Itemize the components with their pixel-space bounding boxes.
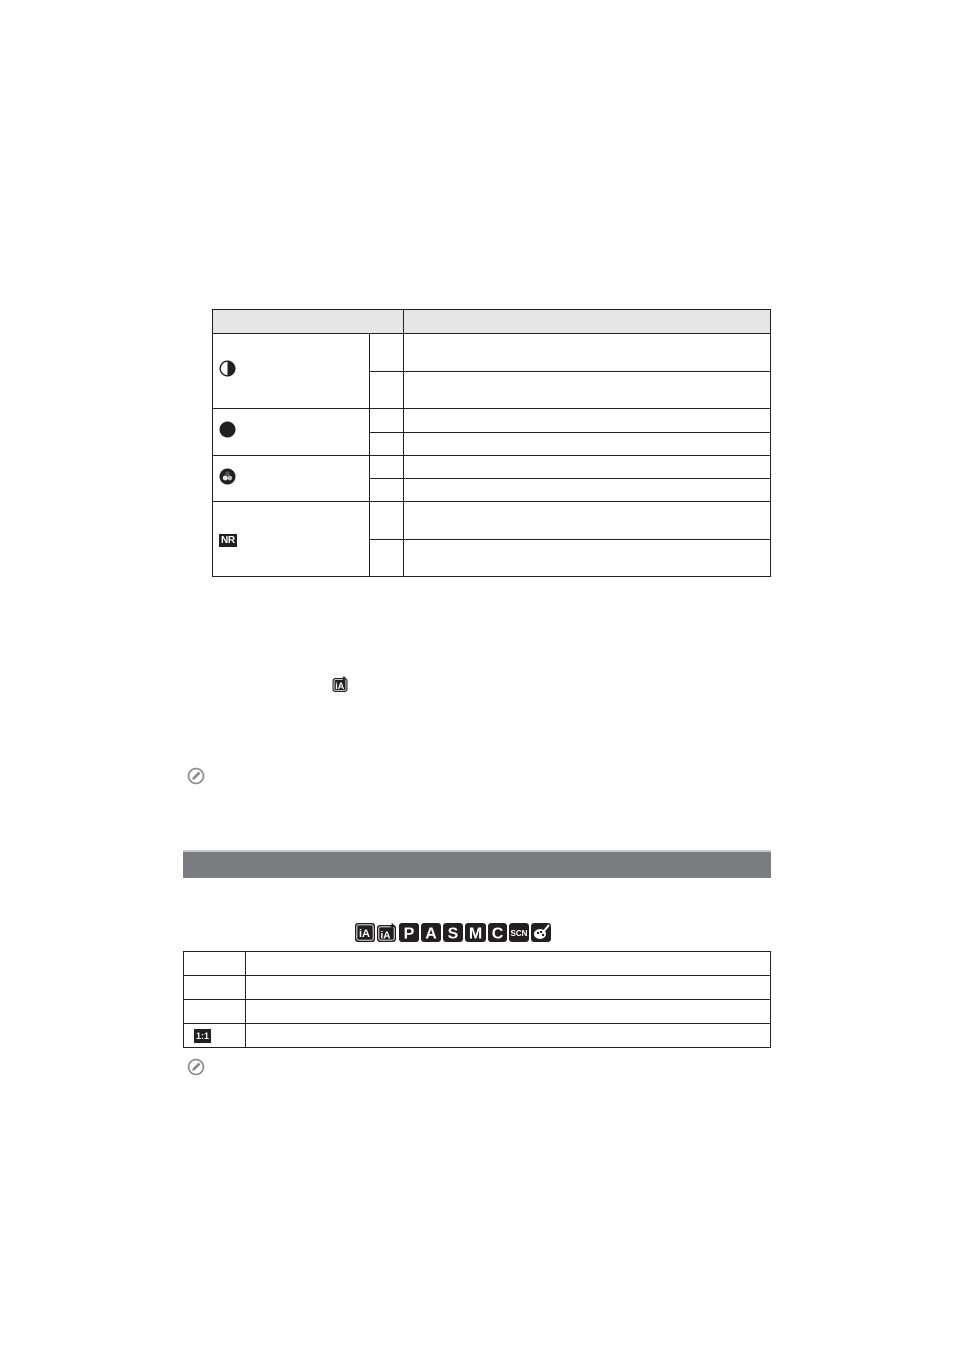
svg-text:iA: iA [335, 681, 345, 692]
mode-scn-icon [509, 923, 529, 942]
svg-text:iA: iA [359, 928, 370, 940]
mode-ia-plus-icon [377, 923, 397, 942]
aspect-desc-cell [246, 976, 771, 1000]
svg-text:P: P [403, 925, 415, 942]
svg-text:SCN: SCN [510, 929, 528, 938]
aspect-desc-cell [246, 952, 771, 976]
table-row [184, 1000, 771, 1024]
saturation-icon [219, 468, 236, 485]
sign-cell [370, 433, 404, 456]
desc-cell [404, 456, 771, 479]
aspect-desc-cell [246, 1024, 771, 1048]
noise-reduction-icon: NR [221, 535, 235, 546]
mode-c-icon [488, 923, 507, 942]
svg-text:M: M [468, 925, 483, 942]
aspect-ratio-table [183, 951, 771, 1048]
section-heading-bar [183, 850, 771, 878]
mode-p-icon [399, 923, 419, 942]
saturation-cell [213, 456, 370, 502]
desc-cell [404, 479, 771, 502]
table-row [213, 409, 771, 433]
header-item [213, 310, 404, 334]
table-row [184, 952, 771, 976]
table-row [213, 456, 771, 479]
desc-cell [404, 433, 771, 456]
intelligent-auto-plus-icon [332, 676, 349, 698]
picture-adjust-table [212, 309, 771, 577]
contrast-cell [213, 334, 370, 409]
aspect-icon-cell [184, 1024, 246, 1048]
mode-ia-icon [355, 923, 375, 942]
desc-cell [404, 409, 771, 433]
svg-text:A: A [425, 925, 437, 942]
desc-cell [404, 372, 771, 409]
mode-a-icon [421, 923, 441, 942]
sign-cell [370, 409, 404, 433]
table-row [184, 976, 771, 1000]
header-settings [404, 310, 771, 334]
table-header-row [213, 310, 771, 334]
noise-reduction-cell [213, 502, 370, 577]
svg-text:S: S [447, 925, 459, 942]
mode-creative-control-icon [531, 923, 551, 942]
recording-mode-icons [355, 923, 551, 943]
table-row [213, 502, 771, 540]
table-row [184, 1024, 771, 1048]
svg-text:C: C [491, 925, 504, 942]
contrast-icon [219, 360, 236, 377]
mode-s-icon [443, 923, 463, 942]
table-row [213, 334, 771, 372]
sign-cell [370, 502, 404, 540]
aspect-1-1-icon: 1:1 [196, 1031, 210, 1041]
desc-cell [404, 540, 771, 577]
aspect-desc-cell [246, 1000, 771, 1024]
svg-text:iA: iA [380, 930, 391, 942]
pencil-note-icon [187, 1058, 205, 1076]
pencil-note-icon [187, 767, 205, 785]
desc-cell [404, 502, 771, 540]
sign-cell [370, 479, 404, 502]
aspect-icon-cell [184, 976, 246, 1000]
sign-cell [370, 334, 404, 372]
mode-m-icon [465, 923, 486, 942]
sharpness-icon [219, 421, 236, 438]
aspect-icon-cell [184, 952, 246, 976]
sign-cell [370, 456, 404, 479]
sharpness-cell [213, 409, 370, 456]
sign-cell [370, 372, 404, 409]
desc-cell [404, 334, 771, 372]
aspect-icon-cell [184, 1000, 246, 1024]
sign-cell [370, 540, 404, 577]
